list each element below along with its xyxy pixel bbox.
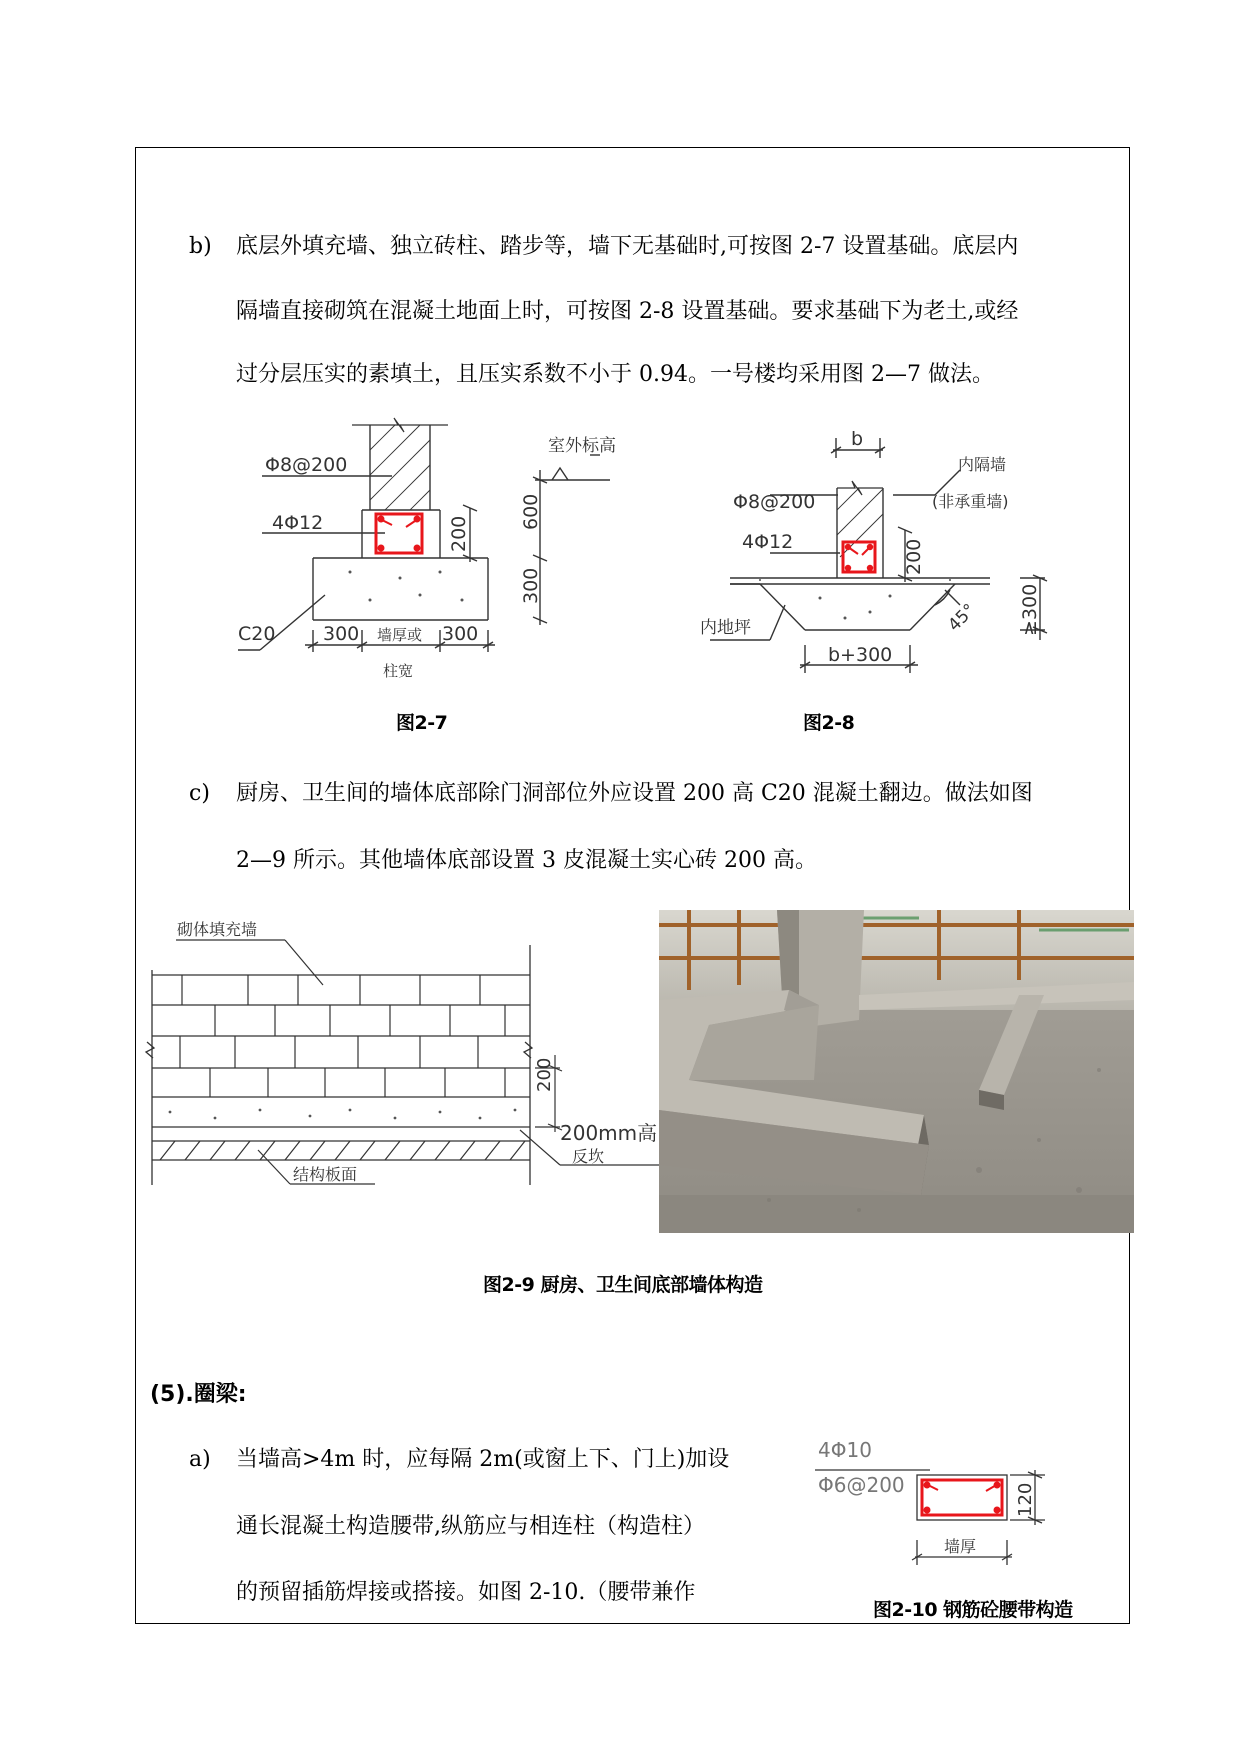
fig27-stirrup-label: Φ8@200 — [265, 454, 348, 476]
fig28-dim-b300: b+300 — [828, 644, 893, 666]
curb-construction-photo — [659, 910, 1134, 1233]
fig210-dim-120: 120 — [1015, 1482, 1036, 1517]
figure-2-9-drawing — [148, 915, 658, 1195]
para-b-line3: 过分层压实的素填土，且压实系数不小于 0.94。一号楼均采用图 2—7 做法。 — [236, 362, 994, 387]
para-b-line2: 隔墙直接砌筑在混凝土地面上时，可按图 2-8 设置基础。要求基础下为老土,或经 — [236, 299, 1019, 324]
figure-2-7-caption: 图2-7 — [396, 712, 448, 734]
para-a-marker: a) — [189, 1447, 211, 1472]
para-b-line1: 底层外填充墙、独立砖柱、踏步等，墙下无基础时,可按图 2-7 设置基础。底层内 — [236, 234, 1019, 259]
fig28-inner-floor-label: 内地坪 — [700, 618, 751, 638]
fig210-main-rebar-label: 4Φ10 — [818, 1438, 872, 1462]
fig28-dim-b: b — [851, 428, 864, 450]
fig27-dim-300-right: 300 — [442, 623, 479, 645]
fig28-angle-label: 45° — [944, 600, 980, 636]
figure-2-7-drawing — [225, 412, 625, 682]
fig28-main-rebar-label: 4Φ12 — [742, 531, 794, 553]
fig210-stirrup-label: Φ6@200 — [818, 1473, 905, 1497]
fig27-dim-200: 200 — [448, 515, 470, 552]
para-a-line2: 通长混凝土构造腰带,纵筋应与相连柱（构造柱） — [236, 1514, 705, 1539]
fig27-main-rebar-label: 4Φ12 — [272, 512, 324, 534]
para-b-marker: b) — [189, 234, 212, 259]
fig28-dim-200: 200 — [903, 538, 925, 575]
figure-2-10-caption: 图2-10 钢筋砼腰带构造 — [873, 1599, 1073, 1621]
fig28-non-bearing-label: (非承重墙) — [932, 492, 1009, 511]
fig29-slab-label: 结构板面 — [293, 1165, 358, 1184]
figure-2-8-caption: 图2-8 — [803, 712, 855, 734]
figure-2-9-caption: 图2-9 厨房、卫生间底部墙体构造 — [483, 1274, 763, 1296]
fig27-concrete-label: C20 — [238, 623, 276, 645]
figure-2-8-drawing — [690, 425, 1050, 690]
fig29-curb-height-label: 200mm高 — [560, 1121, 658, 1145]
fig28-inner-wall-label: 内隔墙 — [958, 455, 1007, 474]
fig29-dim-200: 200 — [534, 1057, 555, 1092]
fig29-masonry-wall-label: 砌体填充墙 — [177, 920, 258, 939]
fig210-wall-thickness-label: 墙厚 — [944, 1537, 977, 1556]
figure-2-10-drawing — [810, 1430, 1070, 1580]
fig28-dim-300: ≥300 — [1019, 583, 1041, 636]
fig27-dim-300-vertical: 300 — [520, 567, 542, 604]
fig27-outdoor-level-label: 室外标高 — [548, 436, 616, 456]
para-a-line1: 当墙高>4m 时，应每隔 2m(或窗上下、门上)加设 — [236, 1447, 730, 1472]
fig27-wall-thickness-label: 墙厚或 — [377, 626, 423, 644]
fig29-curb-label: 反坎 — [572, 1147, 605, 1166]
section-5-heading: (5).圈梁: — [150, 1382, 247, 1407]
fig27-dim-600: 600 — [520, 493, 542, 530]
para-a-line3: 的预留插筋焊接或搭接。如图 2-10.（腰带兼作 — [236, 1580, 696, 1605]
fig27-dim-300-left: 300 — [323, 623, 360, 645]
fig27-column-width-label: 柱宽 — [383, 662, 414, 680]
para-c-line2: 2—9 所示。其他墙体底部设置 3 皮混凝土实心砖 200 高。 — [236, 848, 817, 873]
para-c-marker: c) — [189, 781, 210, 806]
fig28-stirrup-label: Φ8@200 — [733, 491, 816, 513]
para-c-line1: 厨房、卫生间的墙体底部除门洞部位外应设置 200 高 C20 混凝土翻边。做法如图 — [236, 781, 1033, 806]
